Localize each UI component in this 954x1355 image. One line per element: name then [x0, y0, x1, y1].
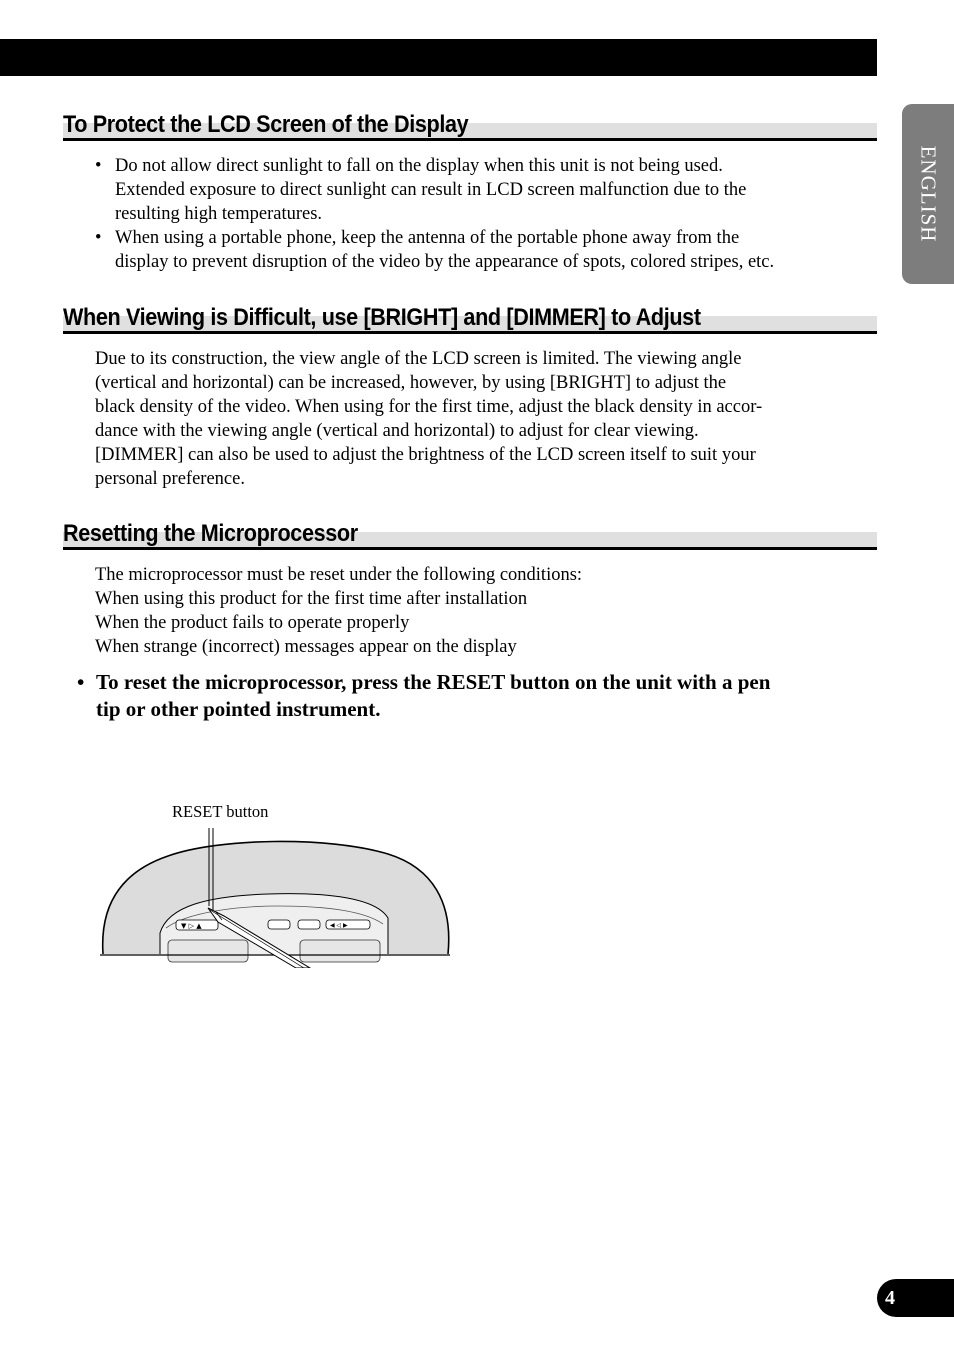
reset-instruction — [77, 669, 857, 723]
section-title: To Protect the LCD Screen of the Display — [63, 111, 469, 138]
section-title: When Viewing is Difficult, use [BRIGHT] and [DIMMER] to Adjust — [63, 304, 701, 331]
text-line: • When using a portable phone, keep the antenna of the portable phone away from the — [115, 228, 740, 248]
section-heading-lcd-protect — [63, 111, 877, 147]
section-heading-reset — [63, 520, 877, 556]
list-item — [95, 154, 855, 226]
bullet-dot: • — [77, 670, 85, 694]
text-line: Due to its construction, the view angle of the LCD screen is limited. The viewing angle — [95, 349, 742, 369]
reset-conditions — [95, 563, 855, 659]
text-line: (vertical and horizontal) can be increased, however, by using [BRIGHT] to adjust the — [95, 373, 727, 393]
svg-text:◀ ◁ ▶: ◀ ◁ ▶ — [330, 922, 348, 929]
header-bar — [0, 39, 877, 76]
text-line: black density of the video. When using for the first time, adjust the black density in accor- — [95, 397, 763, 417]
viewing-paragraph — [95, 347, 855, 491]
reset-button-callout: RESET button — [172, 802, 269, 821]
text-line: resulting high temperatures. — [115, 204, 323, 224]
text-line: To reset the microprocessor, press the RESET button on the unit with a pen — [96, 670, 771, 694]
text-line: • Do not allow direct sunlight to fall on the display when this unit is not being used. — [115, 156, 723, 176]
text-line: When the product fails to operate properly — [95, 613, 410, 633]
svg-text:▼ ▷ ▲: ▼ ▷ ▲ — [181, 922, 202, 930]
text-line: tip or other pointed instrument. — [96, 697, 381, 721]
text-line: [DIMMER] can also be used to adjust the brightness of the LCD screen itself to suit your — [95, 445, 756, 465]
text-line: When strange (incorrect) messages appear on the display — [95, 637, 517, 657]
text-line: personal preference. — [95, 469, 245, 489]
page-number: 4 — [877, 1279, 954, 1317]
language-tab — [902, 104, 954, 284]
head-unit-illustration — [98, 828, 458, 968]
text-line: dance with the viewing angle (vertical and horizontal) to adjust for clear viewing. — [95, 421, 699, 441]
language-tab-label: ENGLISH — [916, 145, 941, 243]
text-line: Extended exposure to direct sunlight can result in LCD screen malfunction due to the — [115, 180, 747, 200]
text-line: The microprocessor must be reset under the following conditions: — [95, 565, 583, 585]
text-line: When using this product for the first time after installation — [95, 589, 528, 609]
list-item — [95, 226, 855, 274]
section-heading-viewing — [63, 304, 877, 340]
lcd-protect-list — [95, 154, 855, 274]
text-line: display to prevent disruption of the video by the appearance of spots, colored stripes, etc. — [115, 252, 775, 272]
section-title: Resetting the Microprocessor — [63, 520, 358, 547]
